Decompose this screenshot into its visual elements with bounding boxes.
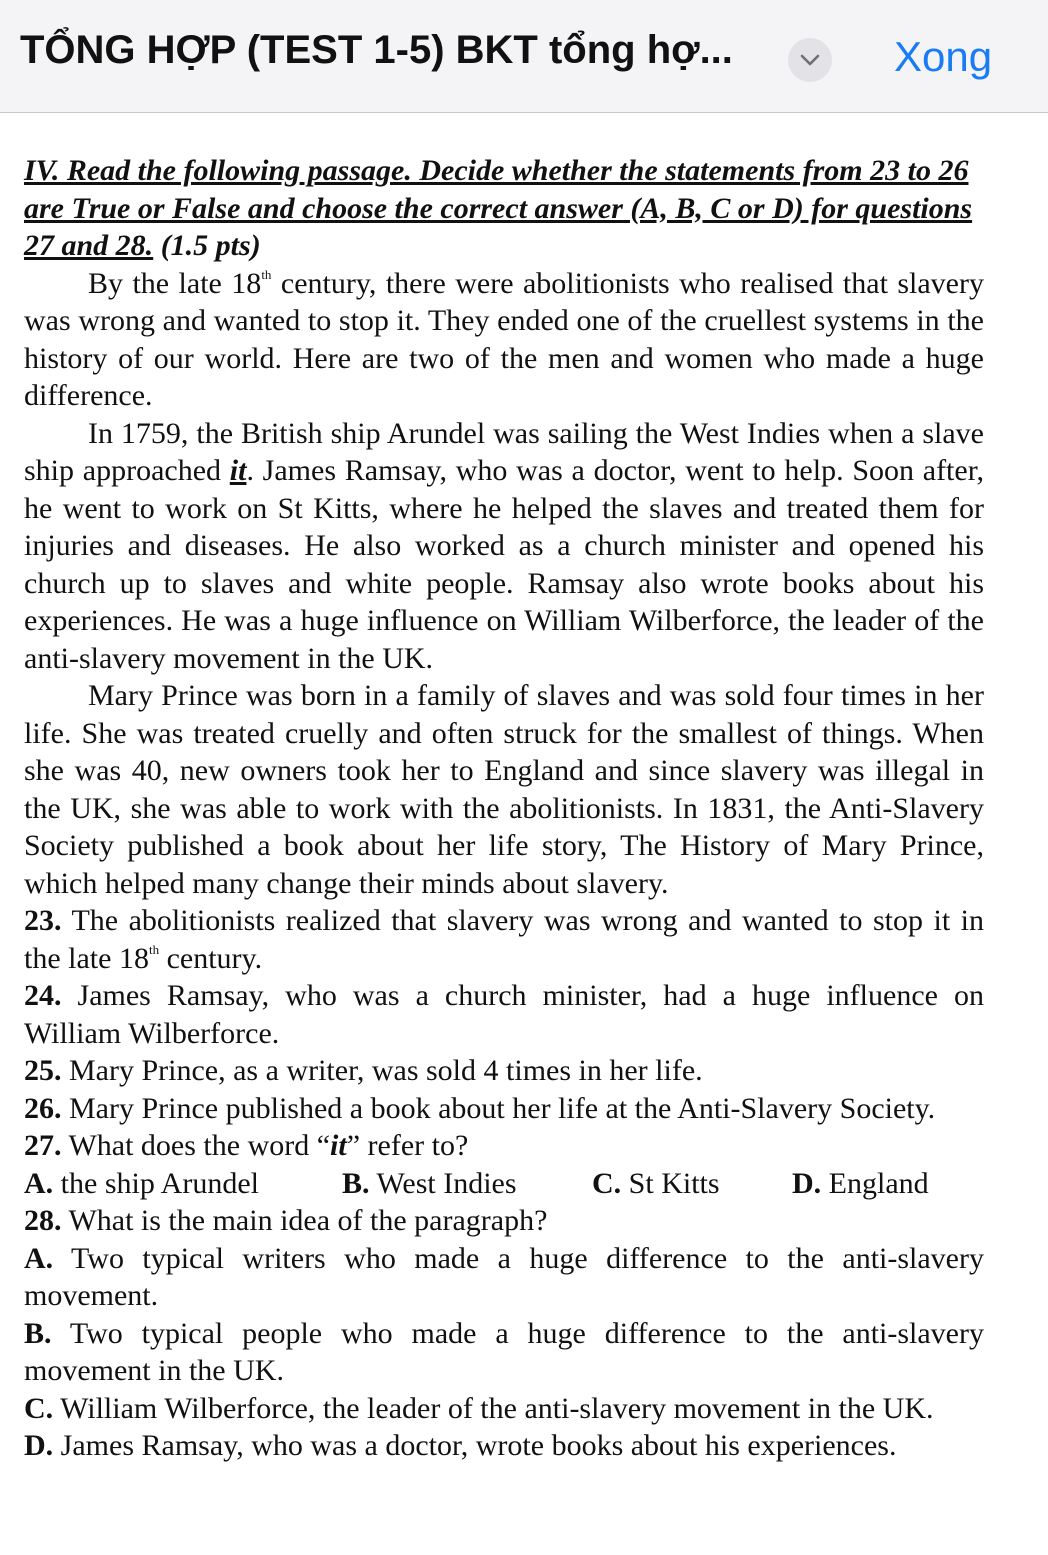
document-content: [24, 152, 984, 1465]
q28-option-d: D. James Ramsay, who was a doctor, wrote books about his experiences.: [24, 1429, 897, 1462]
question-28: 28. What is the main idea of the paragraph?: [24, 1204, 548, 1237]
q28-option-c: C. William Wilberforce, the leader of the anti-slavery movement in the UK.: [24, 1391, 934, 1425]
title-menu-button[interactable]: [788, 38, 832, 82]
statement-23: 23. The abolitionists realized that slavery was wrong and wanted to stop it in the late 18th century.: [24, 904, 984, 975]
passage-paragraph-3: Mary Prince was born in a family of slaves and was sold four times in her life. She was treated cruelly and often struck for the smallest of things. When she was 40, new owners took her to England and since slavery was illegal in the UK, she was able to work with the abolitionists. In 1831, the Anti-Slavery Society published a book about her life story, The History of Mary Prince, which helped many change their minds about slavery.: [24, 679, 984, 900]
q28-option-b: B. Two typical people who made a huge difference to the anti-slavery movement in the UK.: [24, 1316, 984, 1387]
q27-option-c: C. St Kitts: [592, 1166, 720, 1200]
q27-option-b: B. West Indies: [342, 1166, 517, 1200]
statement-24: 24. James Ramsay, who was a church minister, had a huge influence on William Wilberforce.: [24, 979, 984, 1050]
passage-paragraph-2: In 1759, the British ship Arundel was sailing the West Indies when a slave ship approached it. James Ramsay, who was a doctor, went to help. Soon after, he went to work on St Kitts, where he helped the slaves and treated them for injuries and diseases. He also worked as a church minister and opened his church up to slaves and white people. Ramsay also wrote books about his experiences. He was a huge influence on William Wilberforce, the leader of the anti-slavery movement in the UK.: [24, 416, 984, 675]
statement-26: 26. Mary Prince published a book about her life at the Anti-Slavery Society.: [24, 1091, 936, 1125]
q27-option-d: D. England: [792, 1166, 929, 1200]
section-heading: IV. Read the following passage. Decide whether the statements from 23 to 26 are True or False and choose the correct answer (A, B, C or D) for questions 27 and 28. (1.5 pts): [24, 154, 973, 262]
highlighted-word-it: it: [229, 454, 247, 487]
chevron-down-icon: [800, 54, 820, 66]
passage-paragraph-1: By the late 18th century, there were abolitionists who realised that slavery was wrong and wanted to stop it. They ended one of the cruellest systems in the history of our world. Here are two of the men and women who made a huge difference.: [24, 266, 984, 412]
question-27-options: [24, 1165, 984, 1203]
q28-option-a: A. Two typical writers who made a huge difference to the anti-slavery movement.: [24, 1241, 984, 1312]
statement-25: 25. Mary Prince, as a writer, was sold 4 times in her life.: [24, 1054, 703, 1087]
done-button[interactable]: Xong: [894, 33, 993, 80]
document-title: TỔNG HỢP (TEST 1-5) BKT tổng hợ...: [20, 28, 733, 72]
question-27: 27. What does the word “it” refer to?: [24, 1129, 469, 1162]
top-bar: [0, 0, 1048, 113]
q27-option-a: A. the ship Arundel: [24, 1166, 259, 1200]
